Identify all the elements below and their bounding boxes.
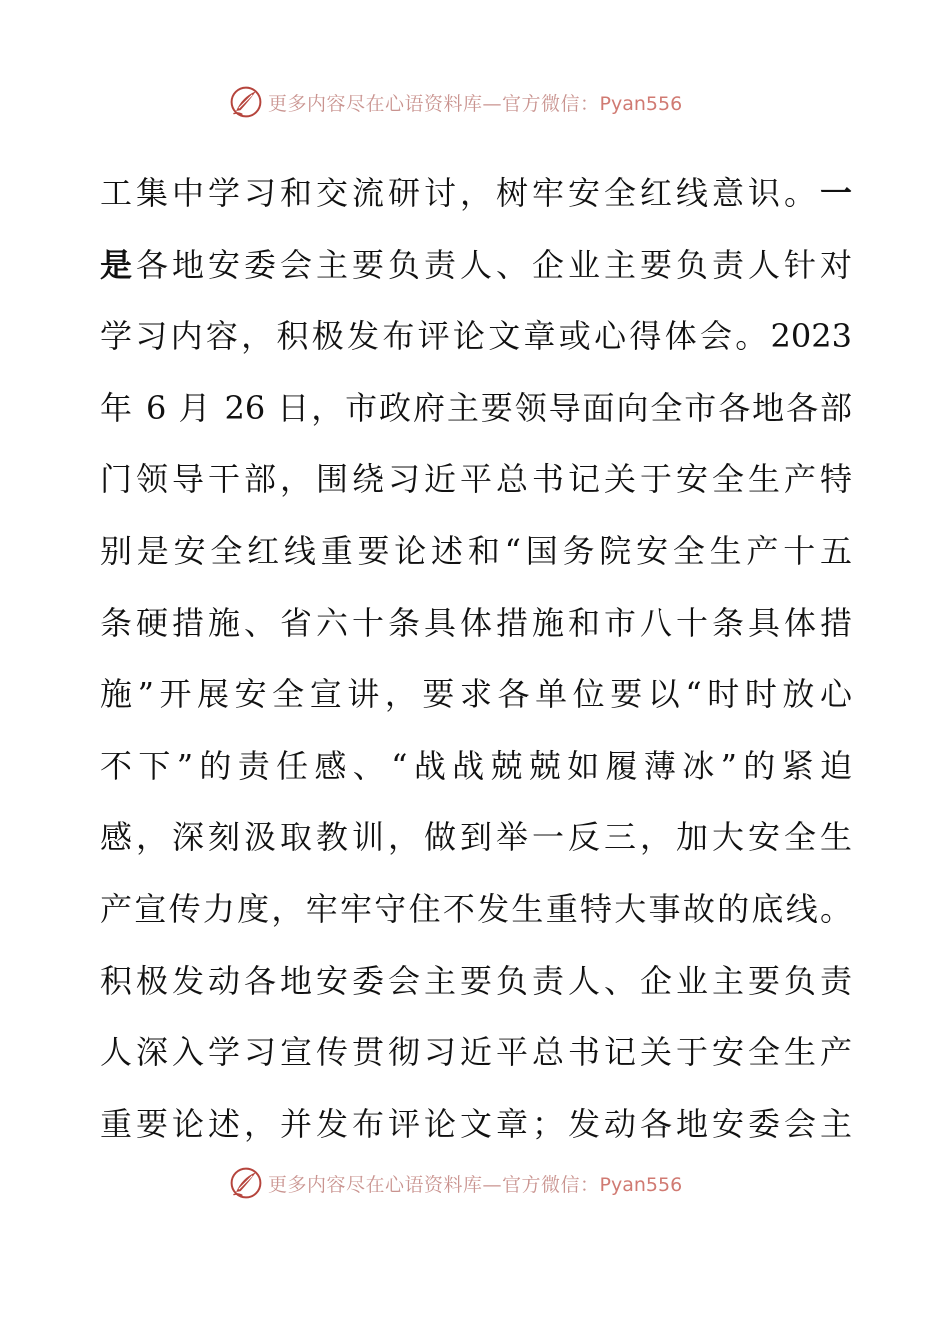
paragraph-line bbox=[100, 1017, 852, 1089]
emphasis-marker: 一 bbox=[819, 174, 852, 212]
paragraph-line bbox=[100, 802, 852, 874]
paragraph-line bbox=[100, 1089, 852, 1161]
line-text: 感，深刻汲取教训，做到举一反三，加大安全生 bbox=[100, 818, 852, 857]
paragraph-line bbox=[100, 946, 852, 1018]
footer-watermark bbox=[228, 1163, 682, 1203]
line-text: 不下”的责任感、“战战兢兢如履薄冰”的紧迫 bbox=[100, 746, 852, 785]
paragraph-line bbox=[100, 516, 852, 588]
line-text: 产宣传力度，牢牢守住不发生重特大事故的底线。 bbox=[100, 889, 852, 928]
paragraph-line bbox=[100, 874, 852, 946]
document-body bbox=[100, 158, 860, 1160]
line-text: 各地安委会主要负责人、企业主要负责人针对 bbox=[136, 245, 852, 284]
wechat-id: Pyan556 bbox=[599, 92, 683, 115]
line-text: 条硬措施、省六十条具体措施和市八十条具体措 bbox=[100, 603, 852, 642]
paragraph-line bbox=[100, 588, 852, 660]
paragraph-line bbox=[100, 158, 852, 230]
line-text: 重要论述，并发布评论文章；发动各地安委会主 bbox=[100, 1104, 852, 1143]
wechat-id: Pyan556 bbox=[599, 1173, 683, 1196]
paragraph-line bbox=[100, 659, 852, 731]
line-text: 年 6 月 26 日，市政府主要领导面向全市各地各部 bbox=[100, 388, 852, 427]
pen-logo-icon bbox=[228, 84, 264, 120]
line-text: 别是安全红线重要论述和“国务院安全生产十五 bbox=[100, 531, 852, 570]
header-watermark bbox=[228, 82, 682, 122]
paragraph-line bbox=[100, 444, 852, 516]
pen-logo-icon bbox=[228, 1165, 264, 1201]
paragraph-line bbox=[100, 301, 852, 373]
line-text: 门领导干部，围绕习近平总书记关于安全生产特 bbox=[100, 460, 852, 499]
line-text: 工集中学习和交流研讨，树牢安全红线意识。 bbox=[100, 174, 820, 212]
line-text: 学习内容，积极发布评论文章或心得体会。2023 bbox=[100, 317, 852, 356]
watermark-text: 更多内容尽在心语资料库—官方微信：Pyan556 bbox=[268, 1173, 683, 1196]
line-text: 积极发动各地安委会主要负责人、企业主要负责 bbox=[100, 961, 852, 1000]
watermark-text: 更多内容尽在心语资料库—官方微信：Pyan556 bbox=[268, 92, 683, 115]
line-text: 施”开展安全宣讲，要求各单位要以“时时放心 bbox=[100, 675, 852, 714]
line-text: 人深入学习宣传贯彻习近平总书记关于安全生产 bbox=[100, 1033, 852, 1072]
emphasis-marker: 是 bbox=[100, 245, 136, 284]
paragraph-line bbox=[100, 731, 852, 803]
paragraph-line bbox=[100, 230, 852, 302]
paragraph-line bbox=[100, 373, 852, 445]
